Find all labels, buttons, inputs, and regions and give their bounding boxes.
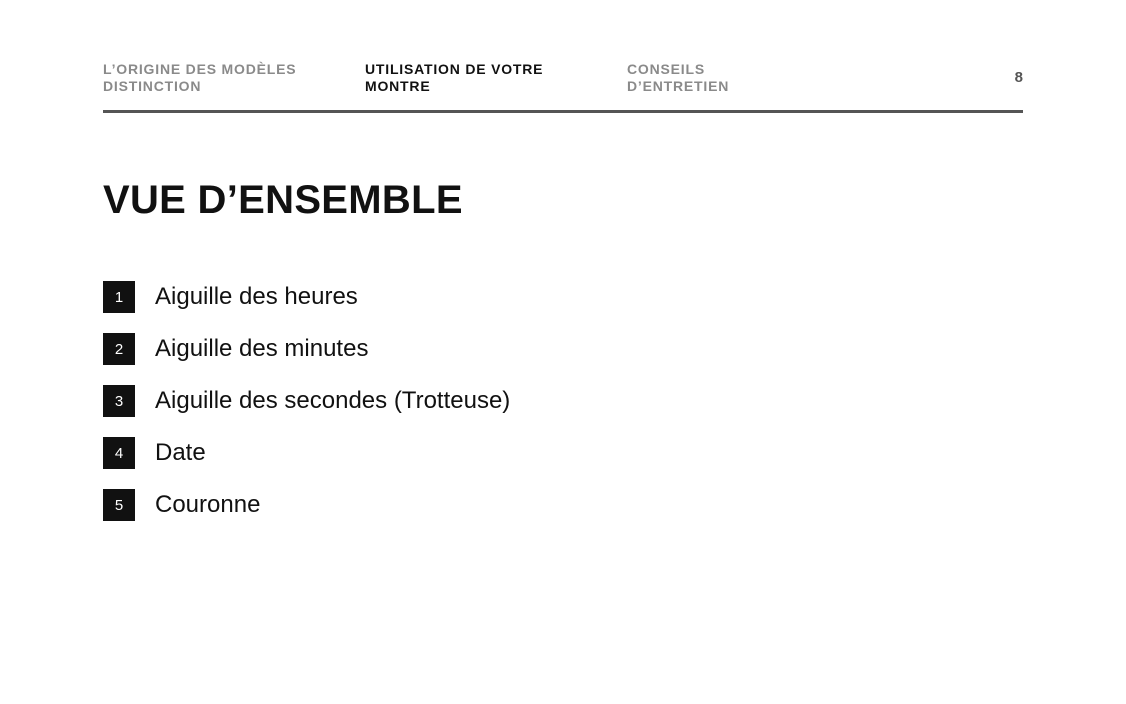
- nav-tab-label-line1: L’ORIGINE DES MODÈLES: [103, 61, 297, 77]
- number-badge: 4: [103, 437, 135, 469]
- legend-item: [103, 489, 510, 521]
- legend-item-label: Aiguille des minutes: [155, 335, 369, 362]
- legend-item: [103, 333, 510, 365]
- nav-tab-label-line2: DISTINCTION: [103, 78, 202, 94]
- legend-item: [103, 437, 510, 469]
- number-badge: 1: [103, 281, 135, 313]
- legend-item-label: Aiguille des heures: [155, 283, 358, 310]
- legend-item-label: Aiguille des secondes (Trotteuse): [155, 387, 511, 414]
- nav-tab-label-line1: CONSEILS: [627, 61, 705, 77]
- legend-item: [103, 281, 510, 313]
- page-number: 8: [1014, 69, 1023, 86]
- page-title: VUE D’ENSEMBLE: [103, 178, 463, 222]
- number-badge: 2: [103, 333, 135, 365]
- nav-tab-conseils[interactable]: [627, 61, 729, 95]
- legend-item: [103, 385, 510, 417]
- nav-tab-origine[interactable]: [103, 61, 296, 95]
- nav-tab-label-line1: UTILISATION DE VOTRE: [365, 61, 544, 77]
- number-badge: 3: [103, 385, 135, 417]
- section-navigation: [103, 61, 1023, 113]
- nav-tab-label-line2: D’ENTRETIEN: [627, 78, 730, 94]
- legend-item-label: Couronne: [155, 491, 261, 518]
- nav-tab-label-line2: MONTRE: [365, 78, 431, 94]
- parts-legend-list: [103, 281, 510, 541]
- legend-item-label: Date: [155, 439, 206, 466]
- nav-tab-utilisation[interactable]: [365, 61, 543, 95]
- number-badge: 5: [103, 489, 135, 521]
